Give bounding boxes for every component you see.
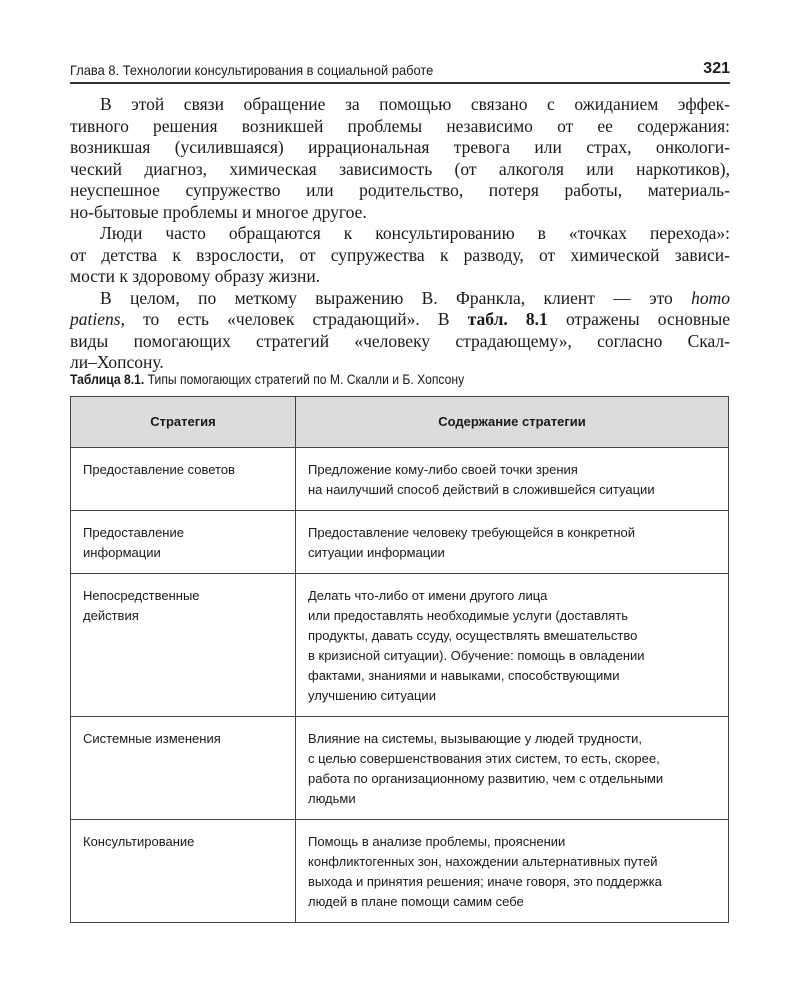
column-header-content: Содержание стратегии xyxy=(296,397,729,448)
text-line: виды помогающих стратегий «человеку страдающему», согласно Скал- xyxy=(70,330,730,351)
text-line: неуспешное супружество или родительство, потеря работы, материаль- xyxy=(70,180,730,200)
cell-line: информации xyxy=(83,545,161,560)
table-row xyxy=(71,574,729,717)
cell-line: или предоставлять необходимые услуги (доставлять xyxy=(308,608,628,623)
body-text xyxy=(70,94,730,374)
cell-line: на наилучший способ действий в сложившейся ситуации xyxy=(308,482,655,497)
cell-line: Делать что-либо от имени другого лица xyxy=(308,588,548,603)
strategies-table xyxy=(70,396,729,923)
cell-line: Предоставление xyxy=(83,525,184,540)
paragraph-2 xyxy=(70,223,730,288)
cell-line: конфликтогенных зон, нахождении альтернативных путей xyxy=(308,854,658,869)
cell-line: действия xyxy=(83,608,139,623)
italic-term: patiens xyxy=(70,309,121,329)
italic-term: homo xyxy=(691,287,730,308)
chapter-title: Глава 8. Технологии консультирования в социальной работе xyxy=(70,62,434,78)
running-header xyxy=(70,60,730,84)
cell-line: в кризисной ситуации). Обучение: помощь в овладении xyxy=(308,648,645,663)
cell-line: людьми xyxy=(308,791,356,806)
text-line: мости к здоровому образу жизни. xyxy=(70,266,321,286)
text-line xyxy=(70,309,730,331)
table-row xyxy=(71,511,729,574)
table-row xyxy=(71,448,729,511)
strategy-cell xyxy=(71,820,296,923)
strategy-cell xyxy=(71,574,296,717)
cell-line: фактами, знаниями и навыками, способствующими xyxy=(308,668,620,683)
cell-line: работа по организационному развитию, чем с отдельными xyxy=(308,771,664,786)
cell-line: Системные изменения xyxy=(83,731,221,746)
paragraph-1 xyxy=(70,94,730,223)
content-cell xyxy=(296,574,729,717)
text-line: тивного решения возникшей проблемы независимо от ее содержания: xyxy=(70,115,730,136)
text-span: , то есть «человек страдающий». В xyxy=(120,309,468,329)
text-line: Люди часто обращаются к консультированию в «точках перехода»: xyxy=(100,223,730,243)
text-line: В этой связи обращение за помощью связано с ожиданием эффек- xyxy=(100,94,730,114)
strategy-cell xyxy=(71,717,296,820)
strategy-cell xyxy=(71,448,296,511)
cell-line: Предоставление человеку требующейся в конкретной xyxy=(308,525,636,540)
paragraph-3 xyxy=(70,288,730,374)
cell-line: Консультирование xyxy=(83,834,195,849)
cell-line: людей в плане помощи самим себе xyxy=(308,894,524,909)
strategy-cell xyxy=(71,511,296,574)
text-span: отражены основные xyxy=(547,309,730,329)
cell-line: ситуации информации xyxy=(308,545,445,560)
table-reference: табл. 8.1 xyxy=(467,309,548,329)
text-line: ли–Хопсону. xyxy=(70,352,164,372)
table-row xyxy=(71,820,729,923)
cell-line: с целью совершенствования этих систем, то есть, скорее, xyxy=(308,751,660,766)
text-line: возникшая (усилившаяся) иррациональная тревога или страх, онкологи- xyxy=(70,137,730,157)
cell-line: Влияние на системы, вызывающие у людей трудности, xyxy=(308,731,643,746)
column-header-strategy: Стратегия xyxy=(71,397,296,448)
text-line: от детства к взрослости, от супружества к разводу, от химической зависи- xyxy=(70,244,730,265)
text-line xyxy=(70,288,730,310)
text-line: ческий диагноз, химическая зависимость (от алкоголя или наркотиков), xyxy=(70,158,730,179)
caption-label: Таблица 8.1. xyxy=(70,372,145,387)
content-cell xyxy=(296,448,729,511)
caption-text: Типы помогающих стратегий по М. Скалли и Б. Хопсону xyxy=(144,372,465,387)
content-cell xyxy=(296,717,729,820)
text-span: В целом, по меткому выражению В. Франкла, клиент — это xyxy=(100,287,692,308)
page-number: 321 xyxy=(703,60,730,77)
cell-line: Предложение кому-либо своей точки зрения xyxy=(308,462,578,477)
table-caption xyxy=(70,372,464,387)
cell-line: улучшению ситуации xyxy=(308,688,436,703)
content-cell xyxy=(296,820,729,923)
text-line: но-бытовые проблемы и многое другое. xyxy=(70,201,367,222)
table-header-row xyxy=(71,397,729,448)
cell-line: продукты, давать ссуду, осуществлять вмешательство xyxy=(308,628,638,643)
cell-line: Непосредственные xyxy=(83,588,200,603)
cell-line: Помощь в анализе проблемы, прояснении xyxy=(308,834,566,849)
cell-line: Предоставление советов xyxy=(83,462,235,477)
cell-line: выхода и принятия решения; иначе говоря, это поддержка xyxy=(308,874,662,889)
table-row xyxy=(71,717,729,820)
content-cell xyxy=(296,511,729,574)
